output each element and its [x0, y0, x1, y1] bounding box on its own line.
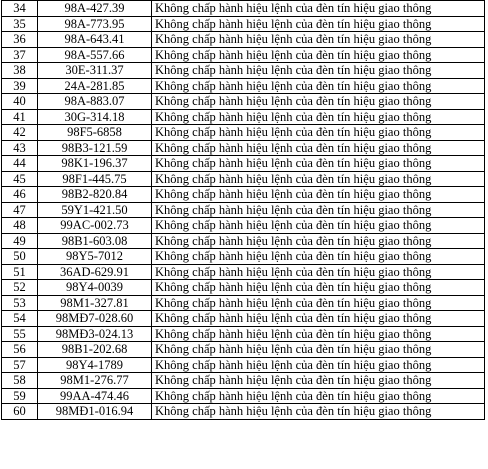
violation-description-cell: Không chấp hành hiệu lệnh của đèn tín hiệu giao thông	[152, 1, 485, 17]
row-number-cell: 53	[2, 295, 38, 311]
license-plate-cell: 98B3-121.59	[38, 140, 152, 156]
violation-description-cell: Không chấp hành hiệu lệnh của đèn tín hiệu giao thông	[152, 202, 485, 218]
row-number-cell: 58	[2, 373, 38, 389]
violations-table	[1, 0, 485, 420]
license-plate-cell: 98B1-603.08	[38, 233, 152, 249]
table-row	[2, 357, 485, 373]
row-number-cell: 34	[2, 1, 38, 17]
row-number-cell: 36	[2, 32, 38, 48]
violation-description-cell: Không chấp hành hiệu lệnh của đèn tín hiệu giao thông	[152, 280, 485, 296]
violation-description-cell: Không chấp hành hiệu lệnh của đèn tín hiệu giao thông	[152, 78, 485, 94]
row-number-cell: 45	[2, 171, 38, 187]
table-row	[2, 388, 485, 404]
license-plate-cell: 98B1-202.68	[38, 342, 152, 358]
license-plate-cell: 98Y4-1789	[38, 357, 152, 373]
license-plate-cell: 98M1-327.81	[38, 295, 152, 311]
row-number-cell: 48	[2, 218, 38, 234]
violation-description-cell: Không chấp hành hiệu lệnh của đèn tín hiệu giao thông	[152, 171, 485, 187]
license-plate-cell: 98A-427.39	[38, 1, 152, 17]
license-plate-cell: 98A-643.41	[38, 32, 152, 48]
table-row	[2, 280, 485, 296]
table-row	[2, 264, 485, 280]
license-plate-cell: 98K1-196.37	[38, 156, 152, 172]
violation-description-cell: Không chấp hành hiệu lệnh của đèn tín hiệu giao thông	[152, 404, 485, 420]
table-row	[2, 249, 485, 265]
row-number-cell: 38	[2, 63, 38, 79]
violation-description-cell: Không chấp hành hiệu lệnh của đèn tín hiệu giao thông	[152, 187, 485, 203]
violation-description-cell: Không chấp hành hiệu lệnh của đèn tín hiệu giao thông	[152, 249, 485, 265]
license-plate-cell: 98A-883.07	[38, 94, 152, 110]
table-row	[2, 94, 485, 110]
violation-description-cell: Không chấp hành hiệu lệnh của đèn tín hiệu giao thông	[152, 388, 485, 404]
table-row	[2, 171, 485, 187]
license-plate-cell: 36AD-629.91	[38, 264, 152, 280]
license-plate-cell: 98MĐ3-024.13	[38, 326, 152, 342]
table-row	[2, 342, 485, 358]
table-row	[2, 47, 485, 63]
row-number-cell: 43	[2, 140, 38, 156]
table-row	[2, 218, 485, 234]
license-plate-cell: 98M1-276.77	[38, 373, 152, 389]
row-number-cell: 46	[2, 187, 38, 203]
table-row	[2, 125, 485, 141]
violation-description-cell: Không chấp hành hiệu lệnh của đèn tín hiệu giao thông	[152, 63, 485, 79]
row-number-cell: 51	[2, 264, 38, 280]
table-row	[2, 140, 485, 156]
table-row	[2, 63, 485, 79]
violation-description-cell: Không chấp hành hiệu lệnh của đèn tín hiệu giao thông	[152, 233, 485, 249]
violation-description-cell: Không chấp hành hiệu lệnh của đèn tín hiệu giao thông	[152, 140, 485, 156]
license-plate-cell: 98MĐ1-016.94	[38, 404, 152, 420]
violation-description-cell: Không chấp hành hiệu lệnh của đèn tín hiệu giao thông	[152, 295, 485, 311]
violation-description-cell: Không chấp hành hiệu lệnh của đèn tín hiệu giao thông	[152, 94, 485, 110]
row-number-cell: 59	[2, 388, 38, 404]
license-plate-cell: 98MĐ7-028.60	[38, 311, 152, 327]
table-row	[2, 233, 485, 249]
violation-description-cell: Không chấp hành hiệu lệnh của đèn tín hiệu giao thông	[152, 218, 485, 234]
violation-description-cell: Không chấp hành hiệu lệnh của đèn tín hiệu giao thông	[152, 16, 485, 32]
row-number-cell: 55	[2, 326, 38, 342]
row-number-cell: 54	[2, 311, 38, 327]
table-row	[2, 295, 485, 311]
table-row	[2, 1, 485, 17]
table-row	[2, 373, 485, 389]
table-row	[2, 404, 485, 420]
row-number-cell: 37	[2, 47, 38, 63]
table-row	[2, 187, 485, 203]
row-number-cell: 41	[2, 109, 38, 125]
row-number-cell: 35	[2, 16, 38, 32]
row-number-cell: 42	[2, 125, 38, 141]
row-number-cell: 52	[2, 280, 38, 296]
violation-description-cell: Không chấp hành hiệu lệnh của đèn tín hiệu giao thông	[152, 311, 485, 327]
license-plate-cell: 30G-314.18	[38, 109, 152, 125]
table-row	[2, 32, 485, 48]
table-row	[2, 78, 485, 94]
row-number-cell: 49	[2, 233, 38, 249]
license-plate-cell: 98F5-6858	[38, 125, 152, 141]
table-row	[2, 202, 485, 218]
row-number-cell: 47	[2, 202, 38, 218]
license-plate-cell: 99AA-474.46	[38, 388, 152, 404]
table-row	[2, 109, 485, 125]
license-plate-cell: 98A-557.66	[38, 47, 152, 63]
row-number-cell: 57	[2, 357, 38, 373]
table-row	[2, 326, 485, 342]
table-row	[2, 311, 485, 327]
row-number-cell: 60	[2, 404, 38, 420]
violation-description-cell: Không chấp hành hiệu lệnh của đèn tín hiệu giao thông	[152, 373, 485, 389]
license-plate-cell: 98F1-445.75	[38, 171, 152, 187]
violation-description-cell: Không chấp hành hiệu lệnh của đèn tín hiệu giao thông	[152, 47, 485, 63]
license-plate-cell: 98Y5-7012	[38, 249, 152, 265]
license-plate-cell: 99AC-002.73	[38, 218, 152, 234]
violation-description-cell: Không chấp hành hiệu lệnh của đèn tín hiệu giao thông	[152, 32, 485, 48]
violations-table-body	[2, 1, 485, 420]
violation-description-cell: Không chấp hành hiệu lệnh của đèn tín hiệu giao thông	[152, 357, 485, 373]
violation-description-cell: Không chấp hành hiệu lệnh của đèn tín hiệu giao thông	[152, 326, 485, 342]
violation-description-cell: Không chấp hành hiệu lệnh của đèn tín hiệu giao thông	[152, 264, 485, 280]
violation-description-cell: Không chấp hành hiệu lệnh của đèn tín hiệu giao thông	[152, 125, 485, 141]
row-number-cell: 40	[2, 94, 38, 110]
license-plate-cell: 98A-773.95	[38, 16, 152, 32]
row-number-cell: 44	[2, 156, 38, 172]
violation-description-cell: Không chấp hành hiệu lệnh của đèn tín hiệu giao thông	[152, 342, 485, 358]
license-plate-cell: 59Y1-421.50	[38, 202, 152, 218]
license-plate-cell: 98Y4-0039	[38, 280, 152, 296]
table-row	[2, 16, 485, 32]
row-number-cell: 39	[2, 78, 38, 94]
table-row	[2, 156, 485, 172]
violation-description-cell: Không chấp hành hiệu lệnh của đèn tín hiệu giao thông	[152, 109, 485, 125]
row-number-cell: 50	[2, 249, 38, 265]
violation-description-cell: Không chấp hành hiệu lệnh của đèn tín hiệu giao thông	[152, 156, 485, 172]
license-plate-cell: 24A-281.85	[38, 78, 152, 94]
license-plate-cell: 98B2-820.84	[38, 187, 152, 203]
row-number-cell: 56	[2, 342, 38, 358]
license-plate-cell: 30E-311.37	[38, 63, 152, 79]
